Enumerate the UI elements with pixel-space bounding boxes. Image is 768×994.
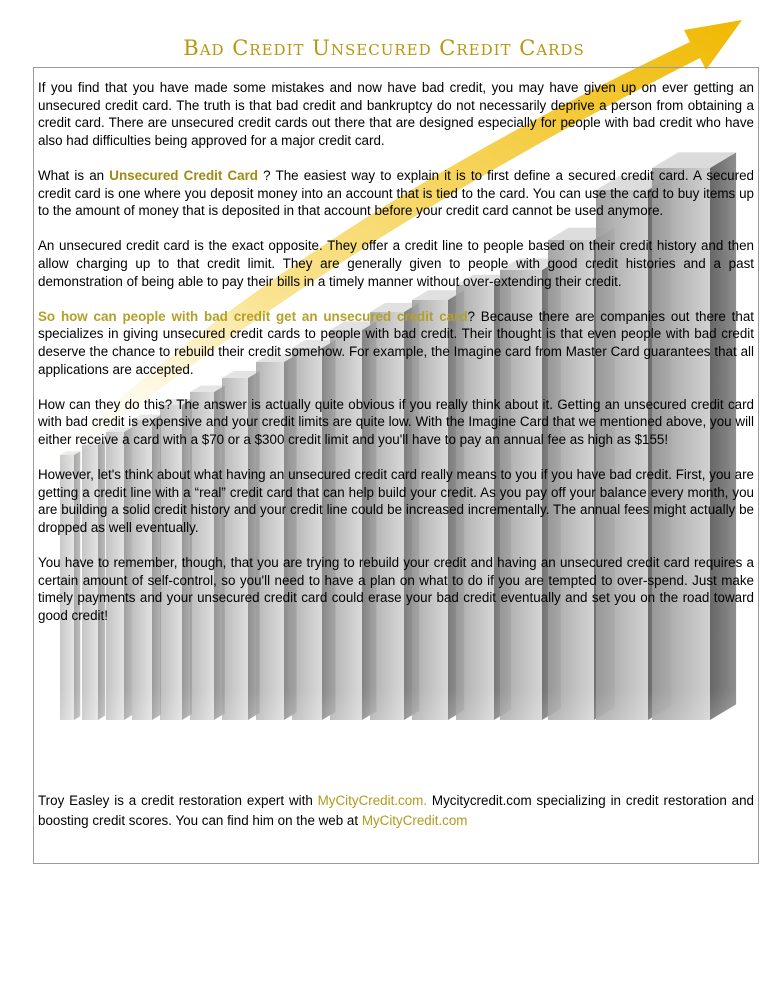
paragraph-7: You have to remember, though, that you are trying to rebuild your credit and having an unsecured credit card requires a certain amount of self-control, so you'll need to have a plan on what to do if you are tempted to over-spend. Just make timely payments and your unsecured credit card could erase your bad credit eventually and set you on the road toward good credit! [38, 555, 754, 623]
author-signature [38, 791, 754, 831]
paragraph-6: However, let's think about what having an unsecured credit card really means to you if you have bad credit. First, you are getting a credit line with a “real” credit card that can help build your credit. As you pay off your balance every month, you are building a solid credit history and your credit line could be increased incrementally. The annual fees might actually be dropped as well eventually. [38, 467, 754, 535]
article-body [38, 79, 754, 642]
paragraph-5: How can they do this? The answer is actually quite obvious if you really think about it. Getting an unsecured credit card with bad credit is expensive and your credit limits are quite low. With the Imagine Card that we mentioned above, you will either receive a card with a $70 or a $300 credit limit and you'll have to pay an annual fee as high as $155! [38, 396, 754, 447]
unsecured-credit-card-link[interactable]: Unsecured Credit Card [109, 167, 258, 183]
mycitycredit-link-1[interactable]: MyCityCredit.com. [317, 793, 428, 808]
signature-intro: Troy Easley is a credit restoration expert with [38, 793, 318, 808]
page-title: Bad Credit Unsecured Credit Cards [183, 36, 585, 60]
paragraph-4-body: ? Because there are companies out there that specializes in giving unsecured credit cards to people with bad credit. Their thought is that even people with bad credit deserve the chance to rebuild their credit somehow. For example, the Imagine card from Master Card guarantees that all applications are accepted. [38, 308, 755, 377]
paragraph-3: An unsecured credit card is the exact opposite. They offer a credit line to people based on their credit history and then allow charging up to that credit limit. They are generally given to people with good credit histories and a past demonstration of being able to pay their bills in a timely manner without over-extending their credit. [38, 238, 754, 289]
bad-credit-question-link[interactable]: So how can people with bad credit get an unsecured credit card [38, 308, 468, 324]
paragraph-1: If you find that you have made some mistakes and now have bad credit, you may have given up on ever getting an unsecured credit card. The truth is that bad credit and bankruptcy do not necessarily deprive a person from obtaining a credit card. There are unsecured credit cards out there that are designed especially for people with bad credit who have also had difficulties being approved for a major credit card. [38, 80, 754, 148]
mycitycredit-link-2[interactable]: MyCityCredit.com [361, 813, 468, 828]
paragraph-2-body: ? The easiest way to explain it is to first define a secured credit card. A secured credit card is one where you deposit money into an account that is tied to the card. You can use the card to buy items up to the amount of money that is deposited in that account before your credit card cannot be used anymore. [38, 167, 754, 219]
paragraph-2-intro: What is an [38, 167, 110, 183]
paragraph-4 [38, 308, 754, 378]
paragraph-2 [38, 167, 754, 220]
signature-body: Mycitycredit.com specializing in credit restoration and boosting credit scores. You can find him on the web at [38, 793, 754, 828]
